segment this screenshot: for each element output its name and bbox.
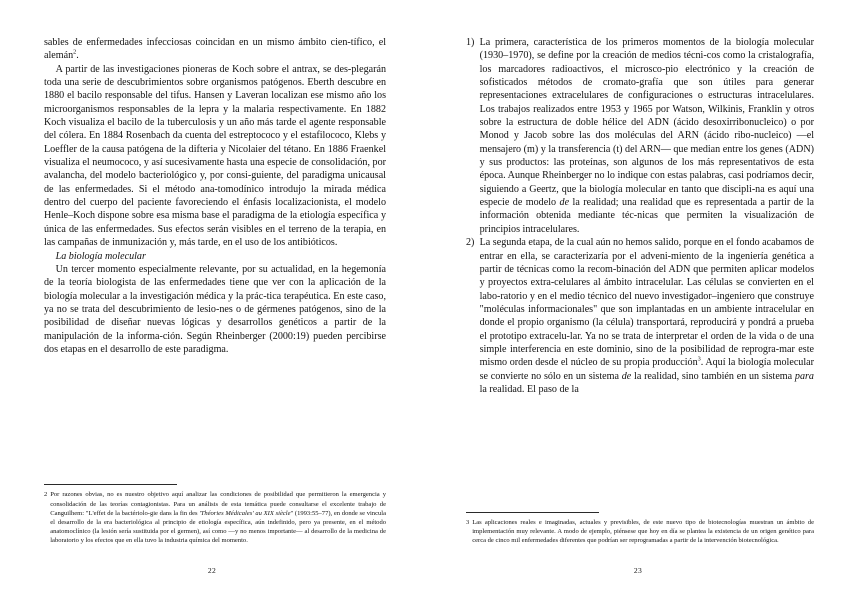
footnote-separator-rule: [44, 484, 177, 485]
footnote-italic-title: 'Théories Médicales' au XIX siècle: [199, 509, 291, 517]
paragraph-molecular-biology: [44, 263, 386, 356]
page-number-right: 23: [633, 566, 643, 575]
footnote-number: 2: [44, 491, 48, 499]
footnote-2: [44, 490, 386, 545]
list-item-italic: de: [559, 197, 570, 209]
list-item-text-4: la realidad. El paso de la: [479, 383, 579, 395]
list-item-italic-para: para: [794, 370, 814, 382]
paragraph-koch-discoveries: [44, 63, 386, 250]
list-item-text-3: la realidad, sino también en un sistema: [631, 370, 795, 382]
footnote-text-tail: " (1993:55–77), en donde se vincula el desarrollo de la era bacteriológica al principio de etiología específica, aún indefinido, pero ya presente, en el método anatomoclínico (la lesión sería sustituida por el germen), así como —y no menos importante— al desarrollo de la medicina de laboratorio y los efectos que en ella tuvo la industria química del momento.: [50, 509, 386, 544]
list-marker: 2): [466, 237, 475, 249]
paragraph-text: Un tercer momento especialmente relevante, por su actualidad, en la hegemonía de la teoría biologista de las enfermedades tiene que ver con la aplicación de la biología molecular a la investigación médica y la prác-tica terapéutica. En este caso, ya no se trata del descubrimiento de lesio-nes o de gérmenes patógenos, sino de la posibilidad de diseñar nuevas lógicas y desarrollos genéticos a partir de la manipulación de la informa-ción. Según Rheinberger (2000:19) pueden percibirse dos etapas en el desarrollo de este paradigma.: [44, 263, 386, 355]
footnote-text: Las aplicaciones reales e imaginadas, actuales y previsibles, de este nuevo tipo de biotecnologías muestran un ámbito de implementación muy relevante. A modo de ejemplo, piénsese que hoy en día se plantea la existencia de un origen genético para cerca de cinco mil enfermedades diferentes que podrían ser reprogramadas a partir de la intervención biotecnológica.: [472, 518, 814, 544]
paragraph-text: A partir de las investigaciones pioneras de Koch sobre el antrax, se des-plegarán toda una serie de descubrimientos sobre organismos patógenos. Eberth descubre en 1880 el bacilo responsable del tifus. Hansen y Laveran localizan ese mismo año los microorganismos responsables de la lepra y la malaria respectivamente. En 1882 Koch visualiza el bacilo de la tuberculosis y un año más tarde el agente responsable del cólera. En 1884 Rosenbach da cuenta del estreptococo y el estafilococo, Klebs y Loeffler de la causa patógena de la difteria y Nicolaier del tétano. En 1886 Fraenkel visualiza el neumococo, y así sucesivamente hasta una especie de consolidación, por avalancha, del modelo bacteriológico y, por consi-guiente, del paradigma unicausal de las enfermedades. Si el método ana-tomodínico introdujo la mirada médica dentro del cuerpo del paciente favoreciendo el énfasis localizacionista, el modelo Henle–Koch dispone sobre esa misma base el paradigma de la etiología específica y única de las enfermedades. Sus efectos serán visibles en el terreno de la terapia, en las campañas de inmunización y, más tarde, en el uso de los antibióticos.: [44, 63, 386, 249]
footnote-reference-2: 2: [73, 48, 77, 56]
left-page-textblock: [44, 36, 386, 356]
right-page-footnotes: [424, 512, 848, 545]
section-heading-biologia-molecular: La biología molecular: [55, 250, 146, 262]
right-page-textblock: [466, 36, 814, 396]
footnote-reference-3: 3: [697, 355, 701, 363]
left-page-footnotes: [0, 484, 424, 545]
page-right: [424, 0, 848, 599]
list-item-italic-de: de: [621, 370, 632, 382]
list-item-text-2: . Aquí la biología molecular se convierte no sólo en un sistema: [479, 357, 814, 382]
footnote-separator-rule: [466, 512, 599, 513]
paragraph-text: sables de enfermedades infecciosas coincidan en un mismo ámbito cien-tífico, el alemán: [44, 37, 386, 62]
footnote-text: Por razones obvias, no es nuestro objetivo aquí analizar las condiciones de posibilidad que permitieron la emergencia y consolidación de las teorías contagionistas. Para un análisis de esta temática puede consultarse el excelente trabajo de Canguilhem: "L'effet de la bactériolo-gie dans la fin des: [50, 491, 386, 517]
numbered-list: [466, 36, 814, 396]
footnote-3: [466, 518, 814, 545]
paragraph-text-tail: .: [76, 50, 79, 62]
list-item-text: La primera, característica de los primeros momentos de la biología molecular (1930–1970), se define por la creación de medios técni-cos como la cristalografía, los marcadores radioactivos, el microsco-pio electrónico y la creación de sofisticados métodos de cromato-grafía que son útiles para generar representaciones extracelulares de configuraciones o estructuras intracelulares. Los trabajos realizados entre 1953 y 1965 por Watson, Wilkinis, Franklin y otros sobre la estructura de doble hélice del ADN (ácido desoxirribonucleico) o por Monod y Jacob sobre las dos moléculas del ARN (ácido ribo-nucleico) —el mensajero (m) y la transferencia (t) del ARN— que median entre los genes (ADN) y sus productos: las proteínas, son algunos de los más representativos de esta época. Aunque Rheinberger no lo indique con estas palabras, casi podríamos decir, siguiendo a Geertz, que la biología molecular en tanto que discipli-na es aquí una especie de modelo: [479, 37, 814, 209]
list-item-text: La segunda etapa, de la cual aún no hemos salido, porque en el fondo acabamos de entrar en ella, se caracterizaría por el adveni-miento de la ingeniería genética a partir de técnicas como la recom-binación del ADN que permiten aplicar modelos y proyectos extra-celulares al ámbito intracelular. Las células se convierten en el labo-ratorio y en el medio técnico del nuevo investigador–ingeniero que construye "moléculas informacionales" que son implantadas en un ambiente intracelular en donde el propio organismo (la célula) transportará, reproducirá y pondrá a prueba el prototipo extracelu-lar. Ya no se trata de interpretar el orden de la vida o de una simple interferencia en este dominio, sino de la posibilidad de reprogra-mar este mismo orden desde el núcleo de su propia producción: [479, 237, 815, 369]
list-item-1: [466, 36, 814, 236]
list-item-2: [466, 236, 814, 396]
page-number-left: 22: [207, 566, 217, 575]
list-marker: 1): [466, 37, 475, 48]
list-item-text-tail: la realidad; una realidad que es representada a partir de la información obtenida mediante téc-nicas que permiten la visualización de principios intracelulares.: [479, 197, 814, 235]
footnote-number: 3: [466, 518, 470, 526]
paragraph-continuation: [44, 36, 386, 63]
